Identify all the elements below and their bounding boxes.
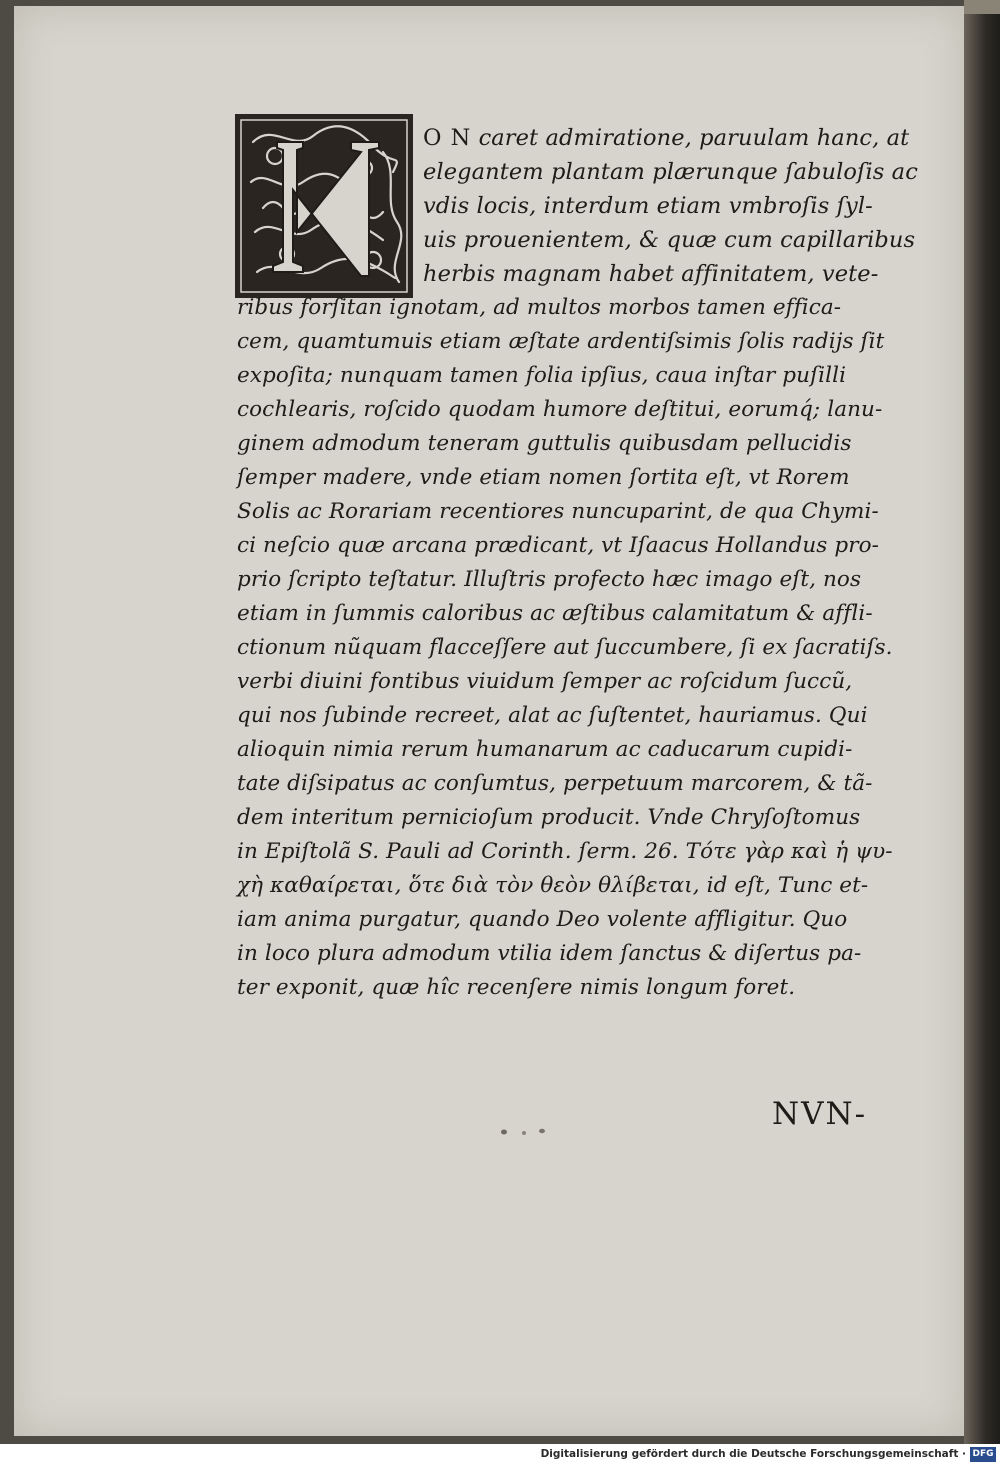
first-word-rest: O N bbox=[423, 125, 472, 151]
text-line-26: ter exponit, quæ hîc recenſere nimis longum foret. bbox=[237, 975, 796, 1000]
text-line-9: cochlearis, roſcido quodam humore deſtitui, eorumq́; lanu- bbox=[237, 397, 883, 422]
text-line-21: dem interitum pernicioſum producit. Vnde Chryſoſtomus bbox=[237, 805, 861, 830]
text-line-11: ſemper madere, vnde etiam nomen ſortita eſt, vt Rorem bbox=[237, 465, 850, 490]
text-line-7: cem, quamtumuis etiam æſtate ardentiſsimis ſolis radijs ſit bbox=[237, 329, 885, 354]
text-line-15: etiam in ſummis caloribus ac æſtibus calamitatum & affli- bbox=[237, 601, 873, 626]
text-line-3: vdis locis, interdum etiam vmbroſis ſyl- bbox=[423, 193, 873, 219]
text-line-10: ginem admodum teneram guttulis quibusdam pellucidis bbox=[237, 431, 852, 456]
book-edge bbox=[964, 0, 1000, 1444]
text-line-5: herbis magnam habet affinitatem, vete- bbox=[423, 261, 879, 287]
text-line-1 bbox=[423, 120, 909, 156]
book-edge-top bbox=[964, 0, 1000, 14]
text-line-13: ci neſcio quæ arcana prædicant, vt Iſaacus Hollandus pro- bbox=[237, 533, 879, 558]
funding-credit: Digitalisierung gefördert durch die Deutsche Forschungsgemeinschaft · bbox=[540, 1448, 966, 1460]
text-line-2: elegantem plantam plærunque ſabuloſis ac bbox=[423, 159, 918, 185]
text-line-23: χὴ καθαίρεται, ὅτε διὰ τὸν θεὸν θλίβεται, id eſt, Tunc et- bbox=[237, 873, 869, 898]
ink-smudge bbox=[494, 1126, 554, 1138]
text-line-16: ctionum nũquam flacceſſere aut ſuccumbere, ſi ex ſacratiſs. bbox=[237, 635, 893, 660]
text-line-18: qui nos ſubinde recreet, alat ac ſuſtentet, hauriamus. Qui bbox=[237, 703, 868, 728]
text-line-24: iam anima purgatur, quando Deo volente affligitur. Quo bbox=[237, 907, 848, 932]
line-text: caret admiratione, paruulam hanc, at bbox=[478, 125, 910, 151]
text-line-22: in Epiſtolã S. Pauli ad Corinth. ſerm. 26. Τότε γὰρ καὶ ἡ ψυ- bbox=[237, 839, 893, 864]
text-line-20: tate diſsipatus ac conſumtus, perpetuum marcorem, & tã- bbox=[237, 771, 873, 796]
catchword: NVN- bbox=[772, 1096, 868, 1132]
text-line-14: prio ſcripto teſtatur. Illuſtris profecto hæc imago eſt, nos bbox=[237, 567, 862, 592]
text-line-19: alioquin nimia rerum humanarum ac caducarum cupidi- bbox=[237, 737, 853, 762]
text-line-17: verbi diuini fontibus viuidum ſemper ac roſcidum ſuccũ, bbox=[237, 669, 853, 694]
text-line-6: ribus forſitan ignotam, ad multos morbos tamen effica- bbox=[237, 295, 842, 320]
text-line-8: expoſita; nunquam tamen folia ipſius, caua inſtar puſilli bbox=[237, 363, 847, 388]
dfg-logo: DFG bbox=[970, 1447, 996, 1462]
text-line-4: uis prouenientem, & quæ cum capillaribus bbox=[423, 227, 916, 253]
decorated-initial-n bbox=[233, 112, 415, 300]
digitization-footer bbox=[0, 1444, 1000, 1468]
text-line-12: Solis ac Rorariam recentiores nuncuparint, de qua Chymi- bbox=[237, 499, 879, 524]
text-line-25: in loco plura admodum vtilia idem ſanctus & diſertus pa- bbox=[237, 941, 862, 966]
